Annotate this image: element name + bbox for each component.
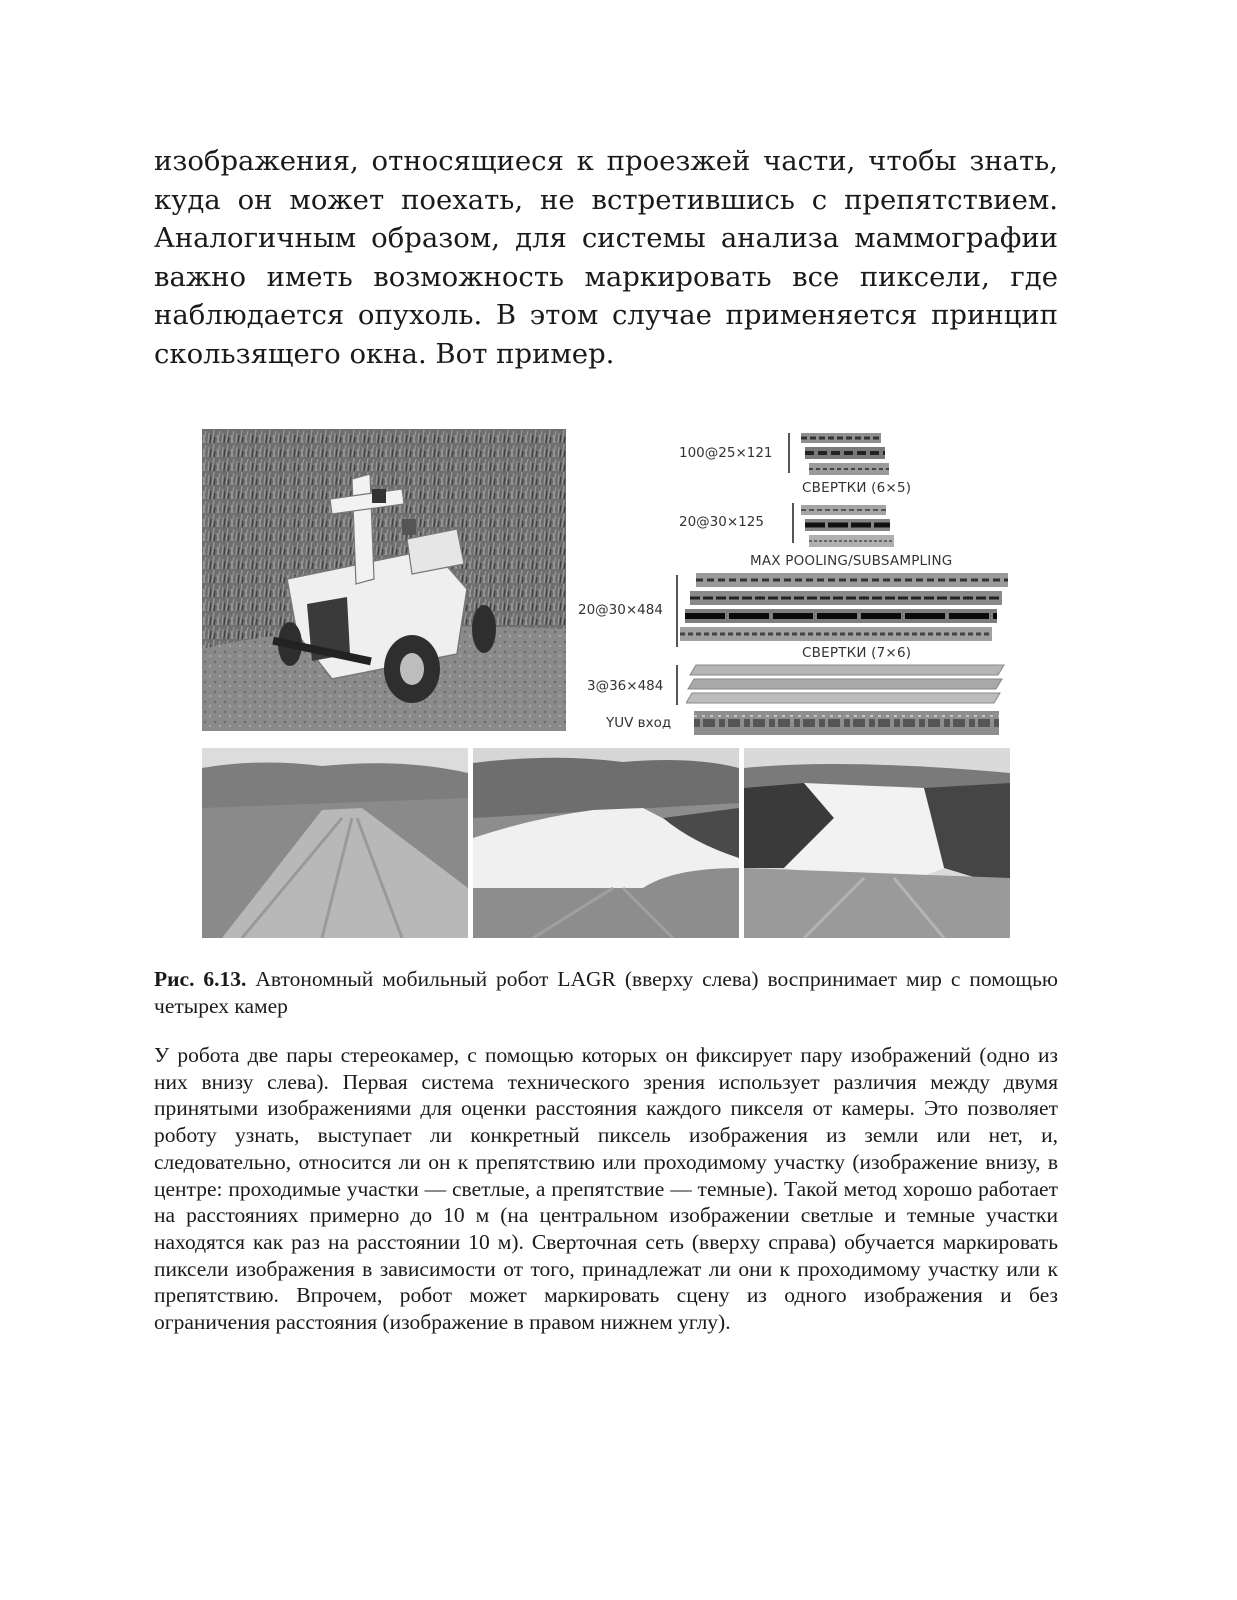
feature-map-20-small xyxy=(801,503,896,551)
body-paragraph: У робота две пары стереокамер, с помощью которых он фиксирует пару изображений (одно из них внизу слева). Первая система технического зрения использует различия между двумя принятыми изображениями для оценки расстояния каждого пикселя от камеры. Это позволяет роботу узнать, выступает ли конкретный пиксель изображения из земли или нет, и, следовательно, относится ли он к препятствию или проходимому участку (изображение внизу, в центре: проходимые участки — светлые, а препятствие — темные). Такой метод хорошо работает на расстояниях примерно до 10 м (на центральном изображении светлые и темные участки находятся как раз на расстоянии 10 м). Сверточная сеть (вверху справа) обучается маркировать пиксели изображения в зависимости от того, принадлежат ли они к проходимому участку или к препятствию. Впрочем, робот может маркировать сцену из одного изображения и без ограничения расстояния (изображение в правом нижнем углу). xyxy=(154,1043,1058,1335)
figure-6-13 xyxy=(202,425,1010,938)
yuv-input xyxy=(694,711,999,735)
op-label: MAX POOLING/SUBSAMPLING xyxy=(750,553,953,569)
layer-label: 20@30×125 xyxy=(679,514,764,530)
feature-map-20-wide xyxy=(680,571,1010,651)
layer-label: 100@25×121 xyxy=(679,445,773,461)
convnet-labeled-photo xyxy=(744,748,1010,938)
op-label: СВЕРТКИ (7×6) xyxy=(802,645,912,661)
feature-map-100 xyxy=(801,431,891,483)
stereo-left-photo xyxy=(202,748,468,938)
figure-caption-text: Автономный мобильный робот LAGR (вверху слева) воспринимает мир с помощью четырех камер xyxy=(154,967,1058,1018)
stereo-labeled-photo xyxy=(473,748,739,938)
robot-photo xyxy=(202,429,566,731)
input-channels xyxy=(686,663,1006,707)
layer-label: 3@36×484 xyxy=(587,678,664,694)
top-paragraph: изображения, относящиеся к проезжей части, чтобы знать, куда он может поехать, не встретившись с препятствием. Аналогичным образом, для системы анализа маммографии важно иметь возможность маркировать все пиксели, где наблюдается опухоль. В этом случае применяется принцип скользящего окна. Вот пример. xyxy=(154,145,1058,370)
layer-label: 20@30×484 xyxy=(578,602,663,618)
figure-number: Рис. 6.13. xyxy=(154,967,247,991)
figure-caption xyxy=(154,966,1058,1020)
layer-label: YUV вход xyxy=(606,715,672,731)
op-label: СВЕРТКИ (6×5) xyxy=(802,480,912,496)
